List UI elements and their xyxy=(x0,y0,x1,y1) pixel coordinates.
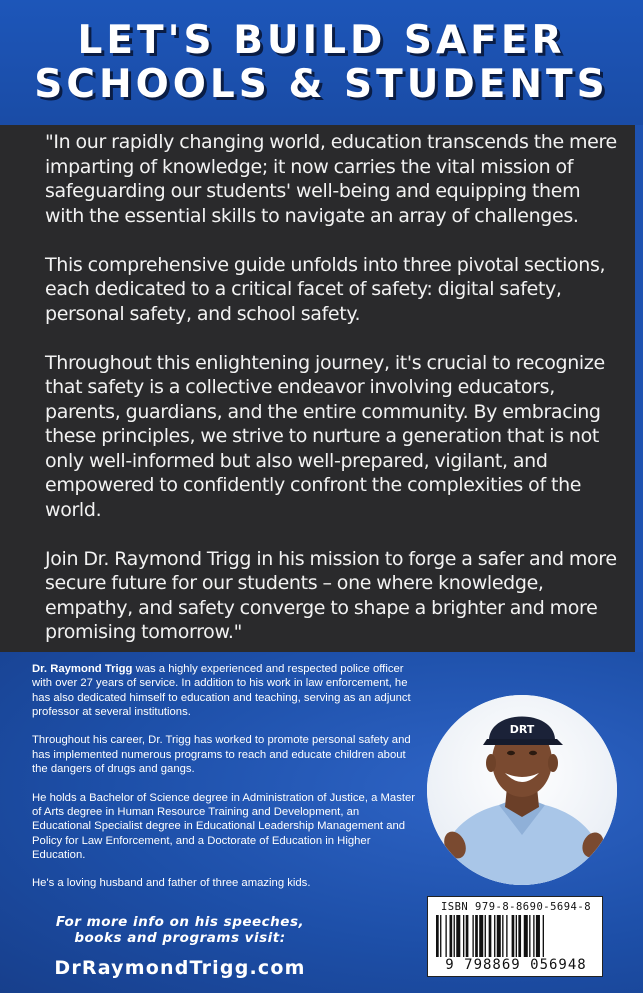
cover-header xyxy=(0,0,643,125)
website-url[interactable]: DrRaymondTrigg.com xyxy=(54,957,306,979)
author-bio xyxy=(32,662,417,905)
bio-paragraph: Throughout his career, Dr. Trigg has worked to promote personal safety and has implemented numerous programs to reach and educate children about the dangers of drugs and gangs. xyxy=(32,734,411,776)
bio-text: was a highly experienced and respected police officer with over 27 years of service. In addition to his work in law enforcement, he has also dedicated himself to education and teaching, serving as an adjunct professor at several institutions. xyxy=(32,663,411,718)
quote-paragraph: Join Dr. Raymond Trigg in his mission to forge a safer and more secure future for our students – one where knowledge, empathy, and safety converge to shape a brighter and more promising tomorrow." xyxy=(45,547,617,643)
more-info-line-2: books and programs visit: xyxy=(74,930,286,946)
isbn-label: ISBN 979-8-8690-5694-8 xyxy=(440,901,592,913)
more-info-line-1: For more info on his speeches, xyxy=(55,914,305,930)
quote-paragraph: "In our rapidly changing world, education transcends the mere imparting of knowledge; it now carries the vital mission of safeguarding our students' well-being and equipping them with the essential skills to navigate an array of challenges. xyxy=(45,131,617,227)
isbn-barcode xyxy=(427,896,603,977)
contact-callout xyxy=(30,914,330,979)
headline-line-1: LET'S BUILD SAFER xyxy=(77,17,566,63)
bio-paragraph xyxy=(32,662,417,719)
cap-logo-text: DRT xyxy=(509,723,535,736)
author-photo xyxy=(427,695,617,885)
quote-panel xyxy=(0,125,635,652)
author-portrait-illustration xyxy=(427,695,617,885)
headline-line-2: SCHOOLS & STUDENTS xyxy=(34,61,609,107)
barcode-bars xyxy=(434,915,598,957)
bio-paragraph: He holds a Bachelor of Science degree in Administration of Justice, a Master of Arts degree in Human Resource Training and Development, an Educational Specialist degree in Educational Leadership Management and Policy for Law Enforcement, and a Doctorate of Education in Higher Education. xyxy=(32,791,416,861)
quote-paragraph: Throughout this enlightening journey, it's crucial to recognize that safety is a collective endeavor involving educators, parents, guardians, and the entire community. By embracing these principles, we strive to nurture a generation that is not only well-informed but also well-prepared, vigilant, and empowered to confidently confront the complexities of the world. xyxy=(45,351,605,521)
author-section xyxy=(0,652,643,993)
author-name: Dr. Raymond Trigg xyxy=(32,663,133,675)
quote-paragraph: This comprehensive guide unfolds into three pivotal sections, each dedicated to a critical facet of safety: digital safety, personal safety, and school safety. xyxy=(45,253,606,325)
bio-paragraph: He's a loving husband and father of three amazing kids. xyxy=(32,877,311,890)
barcode-digits: 9 798869 056948 xyxy=(445,957,587,973)
